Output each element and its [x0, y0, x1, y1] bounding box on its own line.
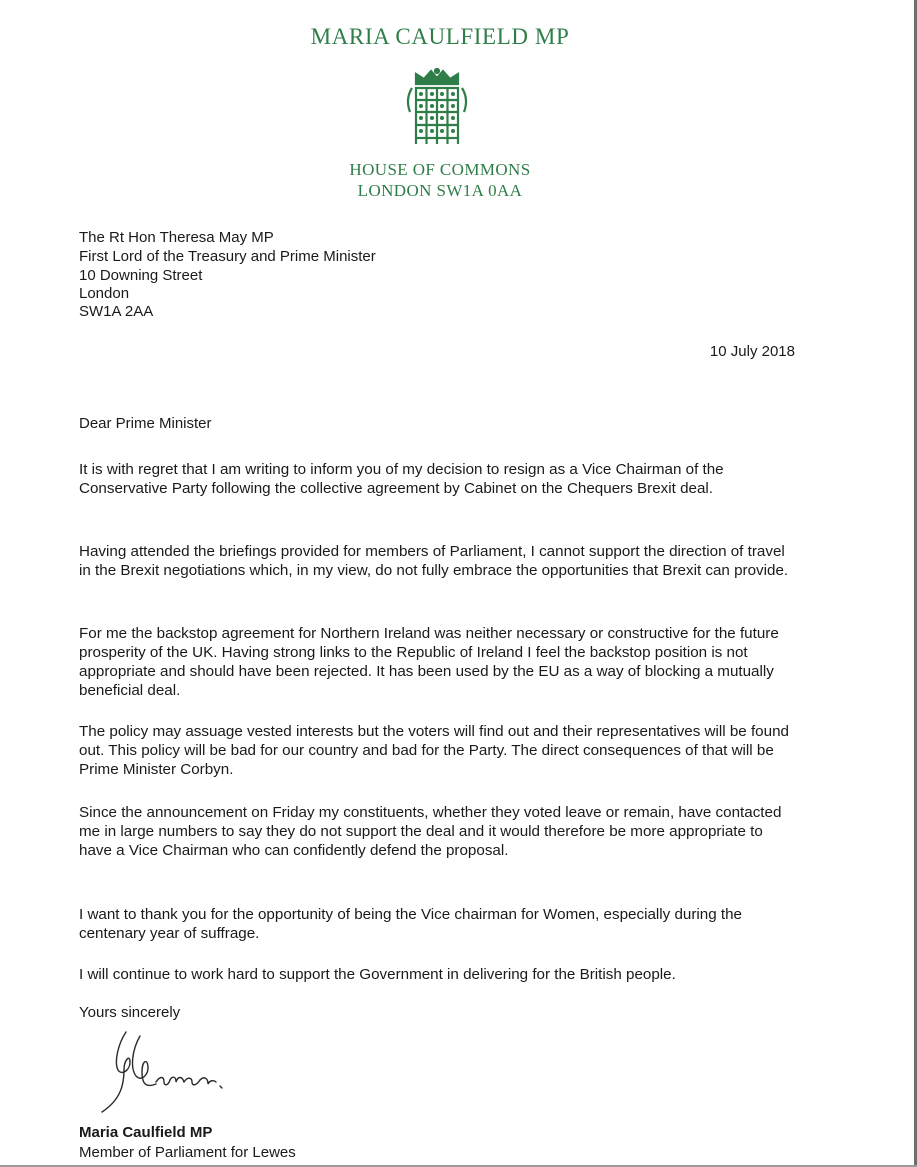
- body-paragraph: I will continue to work hard to support the Government in delivering for the British people.: [79, 966, 676, 983]
- signatory-title: Member of Parliament for Lewes: [79, 1144, 296, 1161]
- letter-date: 10 July 2018: [709, 343, 795, 360]
- recipient-line: London: [79, 285, 130, 302]
- body-paragraph: Having attended the briefings provided for members of Parliament, I cannot support the direction of travel in the Brexit negotiations which, in my view, do not fully embrace the opportunities that Brexit can provide.: [79, 543, 789, 579]
- body-paragraph: For me the backstop agreement for Northern Ireland was neither necessary or constructive for the future prosperity of the UK. Having strong links to the Republic of Ireland I feel the backstop position is not appropriate and should have been rejected. It has been used by the EU as a way of blocking a mutually beneficial deal.: [79, 625, 779, 699]
- closing: Yours sincerely: [79, 1004, 181, 1021]
- recipient-line: 10 Downing Street: [79, 267, 203, 284]
- recipient-line: The Rt Hon Theresa May MP: [79, 229, 274, 246]
- body-paragraph: It is with regret that I am writing to inform you of my decision to resign as a Vice Chairman of the Conservative Party following the collective agreement by Cabinet on the Chequers Brexit deal.: [79, 461, 724, 497]
- body-paragraph: The policy may assuage vested interests but the voters will find out and their representatives will be found out. This policy will be bad for our country and bad for the Party. The direct consequences of that will be Prime Minister Corbyn.: [79, 723, 789, 778]
- signatory-name: Maria Caulfield MP: [79, 1124, 213, 1141]
- letterhead-name: MARIA CAULFIELD MP: [310, 24, 570, 49]
- body-paragraph: Since the announcement on Friday my constituents, whether they voted leave or remain, have contacted me in large numbers to say they do not support the deal and it would therefore be more appropriate to have a Vice Chairman who can confidently defend the proposal.: [79, 804, 782, 859]
- recipient-line: SW1A 2AA: [79, 303, 154, 320]
- recipient-line: First Lord of the Treasury and Prime Minister: [79, 248, 376, 265]
- body-paragraph: I want to thank you for the opportunity of being the Vice chairman for Women, especially during the centenary year of suffrage.: [79, 906, 743, 942]
- signature-icon: [96, 1024, 236, 1119]
- portcullis-icon: [404, 68, 470, 148]
- letterhead-address: LONDON SW1A 0AA: [357, 181, 523, 200]
- letterhead-house: HOUSE OF COMMONS: [349, 160, 531, 179]
- salutation: Dear Prime Minister: [79, 415, 212, 432]
